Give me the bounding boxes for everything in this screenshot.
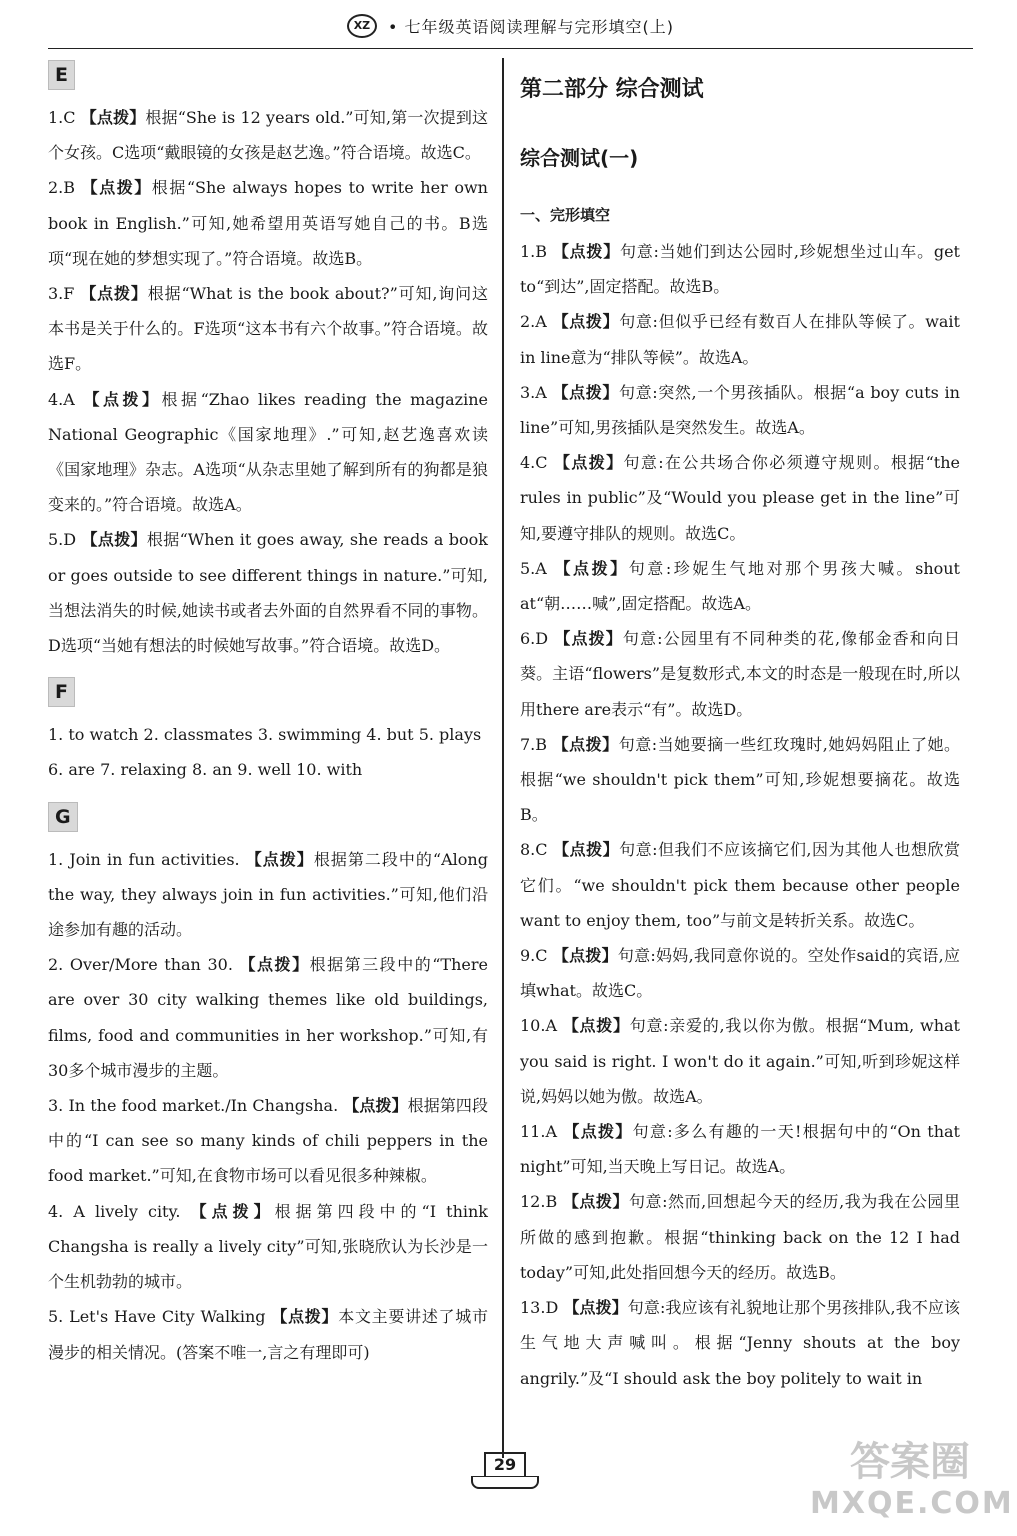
answer-item-answer: Let's Have City Walking [69,1307,266,1327]
answer-item-tip: 【点拨】 [563,1298,628,1318]
answer-item-tip: 【点拨】 [81,178,152,198]
answer-item-text: 句意:在公共场合你必须遵守规则。根据“the rules in public”及“Would you please get in the line”可知,要遵守排队的规则。故选C。 [520,453,960,543]
answer-item-num: 4.A [48,389,75,409]
answer-item-num: 12.B [520,1192,558,1212]
answer-item-num: 2.A [520,312,547,332]
answer-item [48,947,488,1088]
answer-item-num: 5.D [48,530,77,550]
answer-item [520,727,960,833]
answer-item-num: 1. [48,849,64,869]
answer-item-answer: A lively city. [73,1201,181,1221]
answer-item-text: 句意:然而,回想起今天的经历,我为我在公园里所做的感到抱歉。根据“thinking back on the 12 I had today”可知,此处指回想今天的经历。故选B。 [520,1192,960,1282]
answer-item-tip: 【点拨】 [553,840,620,860]
answer-item-tip: 【点拨】 [552,242,620,261]
answer-item-text: 根据“Zhao likes reading the magazine National Geographic《国家地理》.”可知,赵艺逸喜欢读《国家地理》杂志。A选项“从杂志里她了解到所有的狗都是狼变来的。”符合语境。故选A。 [48,389,488,515]
answer-item [48,1088,488,1194]
page-header [48,14,973,49]
answer-item-tip: 【点拨】 [81,530,147,550]
answer-item [520,1290,960,1396]
book-title: • 七年级英语阅读理解与完形填空(上) [388,17,675,37]
answer-item-tip: 【点拨】 [271,1307,339,1327]
answer-item-text: 根据第二段中的“Along the way, they always join in fun activities.”可知,他们沿途参加有趣的活动。 [48,849,488,940]
answer-item-answer: Over/More than 30. [69,955,233,975]
answer-item-tip: 【点拨】 [563,1122,633,1142]
section-label-f: F [48,677,75,707]
answer-item-num: 3. [48,1096,64,1116]
answer-item [520,1008,960,1114]
answer-item-num: 4. [48,1201,64,1221]
answer-item-tip: 【点拨】 [553,453,624,473]
answer-item-tip: 【点拨】 [552,312,620,332]
answer-item [520,621,960,727]
section-title-cloze: 一、完形填空 [520,206,611,224]
answer-item-tip: 【点拨】 [190,1201,275,1221]
answer-item [48,382,488,523]
answer-item-text: 本文主要讲述了城市漫步的相关情况。(答案不唯一,言之有理即可) [48,1307,488,1362]
part-title: 第二部分 综合测试 [520,77,704,102]
answer-item-text: 根据“What is the book about?”可知,询问这本书是关于什么的。F选项“这本书有六个故事。”符合语境。故选F。 [48,284,488,374]
answer-item [520,551,960,621]
answer-item [520,1184,960,1290]
answer-item-text: 句意:当她们到达公园时,珍妮想坐过山车。get to“到达”,固定搭配。故选B。 [520,242,960,297]
answer-item-num: 4.C [520,453,548,473]
answer-item-text: 句意:珍妮生气地对那个男孩大喊。shout at“朝……喊”,固定搭配。故选A。 [520,558,960,614]
section-g-list [48,842,488,1370]
answer-item [520,445,960,551]
answer-item [48,100,488,170]
answer-item-tip: 【点拨】 [552,382,620,402]
answer-item-num: 5. [48,1307,64,1327]
answer-item-text: 句意:但似乎已经有数百人在排队等候了。wait in line意为“排队等候”。故选A。 [520,312,960,367]
answer-item-text: 根据“She always hopes to write her own book in English.”可知,她希望用英语写她自己的书。B选项“现在她的梦想实现了。”符合语境。故选B。 [48,178,488,268]
answer-item-text: 根据第四段中的“I think Changsha is really a lively city”可知,张晓欣认为长沙是一个生机勃勃的城市。 [48,1201,488,1292]
answer-item-num: 8.C [520,840,548,860]
answer-item-num: 1.C [48,108,76,127]
answer-item-tip: 【点拨】 [80,284,148,304]
answer-item-num: 5.A [520,558,547,578]
left-column [48,56,488,1370]
answer-item-num: 9.C [520,946,548,966]
answer-item-num: 13.D [520,1298,559,1318]
answer-item [520,832,960,938]
answer-item-text: 根据“She is 12 years old.”可知,第一次提到这个女孩。C选项“戴眼镜的女孩是赵艺逸。”符合语境。故选C。 [48,108,488,163]
answer-item-text: 句意:突然,一个男孩插队。根据“a boy cuts in line”可知,男孩插队是突然发生。故选A。 [520,382,960,438]
page-number-text: 29 [484,1452,526,1476]
section-label-e: E [48,60,75,90]
answer-item-num: 6.D [520,629,549,649]
answer-item-text: 句意:我应该有礼貌地让那个男孩排队,我不应该生气地大声喊叫。根据“Jenny shouts at the boy angrily.”及“I should ask the boy politely to wait in [520,1298,960,1388]
answer-item-num: 10.A [520,1016,557,1036]
answer-item-tip: 【点拨】 [80,108,146,127]
answer-item-text: 句意:公园里有不同种类的花,像郁金香和向日葵。主语“flowers”是复数形式,本文的时态是一般现在时,所以用there are表示“有”。故选D。 [520,629,960,719]
open-book-icon [471,1476,539,1489]
answer-item-text: 根据“When it goes away, she reads a book or goes outside to see different things in nature.”可知,当想法消失的时候,她读书或者去外面的自然界看不同的事物。D选项“当她有想法的时候她写故事。”符合语境。故选D。 [48,530,488,656]
answer-item-text: 根据第三段中的“There are over 30 city walking themes like old buildings, films, food and communities in her workshop.”可知,有30多个城市漫步的主题。 [48,955,488,1080]
answer-item [520,304,960,374]
test-title: 综合测试(一) [520,146,639,170]
answer-item-tip: 【点拨】 [343,1096,408,1116]
answer-item-num: 11.A [520,1122,557,1142]
answer-item [520,1114,960,1184]
answer-item-text: 句意:但我们不应该摘它们,因为其他人也想欣赏它们。“we shouldn't pick them because other people want to enjoy them, too”与前文是转折关系。故选C。 [520,840,960,930]
answer-item [48,1194,488,1300]
answer-item-text: 句意:妈妈,我同意你说的。空处作said的宾语,应填what。故选C。 [520,946,960,1001]
section-f-answers-line-2: 6. are 7. relaxing 8. an 9. well 10. with [48,760,363,780]
answer-item-num: 3.A [520,382,547,402]
answer-item-answer: Join in fun activities. [69,849,240,869]
watermark [810,1439,1014,1530]
right-column [520,56,960,1396]
answer-item [520,375,960,445]
answer-item-text: 句意:当她要摘一些红玫瑰时,她妈妈阻止了她。根据“we shouldn't pick them”可知,珍妮想要摘花。故选B。 [520,734,960,825]
answer-item-tip: 【点拨】 [552,734,619,754]
page-number [470,1452,540,1490]
brand-logo-icon: XZ [347,14,377,38]
answer-item-tip: 【点拨】 [554,629,623,649]
watermark-logo-text: 答案圈 [850,1439,970,1485]
answer-item-tip: 【点拨】 [562,1016,630,1036]
answer-item-num: 7.B [520,734,548,754]
answer-item-tip: 【点拨】 [554,558,629,578]
answer-item [48,276,488,382]
answer-item [520,938,960,1008]
answer-item [520,234,960,304]
answer-item-tip: 【点拨】 [245,849,314,869]
answer-item-num: 3.F [48,284,75,304]
answer-item-tip: 【点拨】 [83,389,162,409]
answer-item-answer: In the food market./In Changsha. [68,1096,339,1116]
answer-item-text: 句意:亲爱的,我以你为傲。根据“Mum, what you said is right. I won't do it again.”可知,听到珍妮这样说,妈妈以她为傲。故选A。 [520,1016,960,1106]
answer-item-tip: 【点拨】 [562,1192,630,1212]
answer-item [48,170,488,276]
answer-item [48,522,488,663]
section-f-answers-line-1: 1. to watch 2. classmates 3. swimming 4. but 5. plays [48,725,482,745]
answer-item-text: 句意:多么有趣的一天!根据句中的“On that night”可知,当天晚上写日记。故选A。 [520,1122,960,1177]
answer-item-tip: 【点拨】 [239,955,310,975]
column-divider [502,58,504,1458]
answer-item [48,1299,488,1369]
cloze-answer-list [520,234,960,1396]
answer-item-num: 2. [48,955,64,975]
answer-item-tip: 【点拨】 [552,946,618,966]
section-label-g: G [48,802,78,832]
answer-item-num: 2.B [48,178,76,198]
watermark-url: MXQE.COM [810,1486,1014,1521]
answer-item-num: 1.B [520,242,548,261]
answer-item [48,842,488,948]
section-e-list [48,100,488,663]
answer-item-text: 根据第四段中的“I can see so many kinds of chili peppers in the food market.”可知,在食物市场可以看见很多种辣椒。 [48,1096,488,1186]
